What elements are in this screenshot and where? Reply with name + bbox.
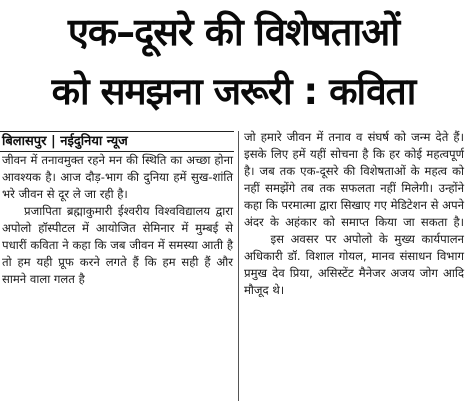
article-paragraph: जो हमारे जीवन में तनाव व संघर्ष को जन्म देते हैं। इसके लिए हमें यहीं सोचना है कि हर कोई महत्वपूर्ण है। जब तक एक-दूसरे की विशेषताओं के महत्व को नहीं समझेंगे तब तक सफलता नहीं मिलेगी। उन्होंने कहा कि परमात्मा द्वारा सिखाए गए मेडिटेशन से अपने अंदर के अहंकार को समाप्त किया जा सकता है। [244,130,465,229]
article-paragraph: जीवन में तनावमुक्त रहने मन की स्थिति का अच्छा होना आवश्यक है। आज दौड़-भाग की दुनिया हमें सुख-शांति भरे जीवन से दूर ले जा रही है। [2,153,233,201]
headline-line-2: को समझना जरूरी : कविता [51,70,416,113]
byline: बिलासपुर | नईदुनिया न्यूज [2,134,128,149]
byline-top-rule [0,131,234,132]
column-divider [238,131,239,401]
article-paragraph: इस अवसर पर अपोलो के मुख्य कार्यपालन अधिकारी डॉ. विशाल गोयल, मानव संसाधन विभाग प्रमुख देव प्रिया, असिस्टेंट मैनेजर अजय जोग आदि मौजूद थे। [244,232,464,297]
article-paragraph: प्रजापिता ब्रह्माकुमारी ईश्वरीय विश्वविद्यालय द्वारा अपोलो हॉस्पीटल में आयोजित सेमिनार में मुम्बई से पधारीं कविता ने कहा कि जब जीवन में समस्या आती है तो हम यही प्रूफ करने लगते हैं कि हम सही हैं और सामने वाला गलत है [2,204,233,286]
article-column-right [244,129,464,299]
article-column-left [2,152,233,288]
headline-line-1: एक–दूसरे की विशेषताओं [67,10,400,54]
